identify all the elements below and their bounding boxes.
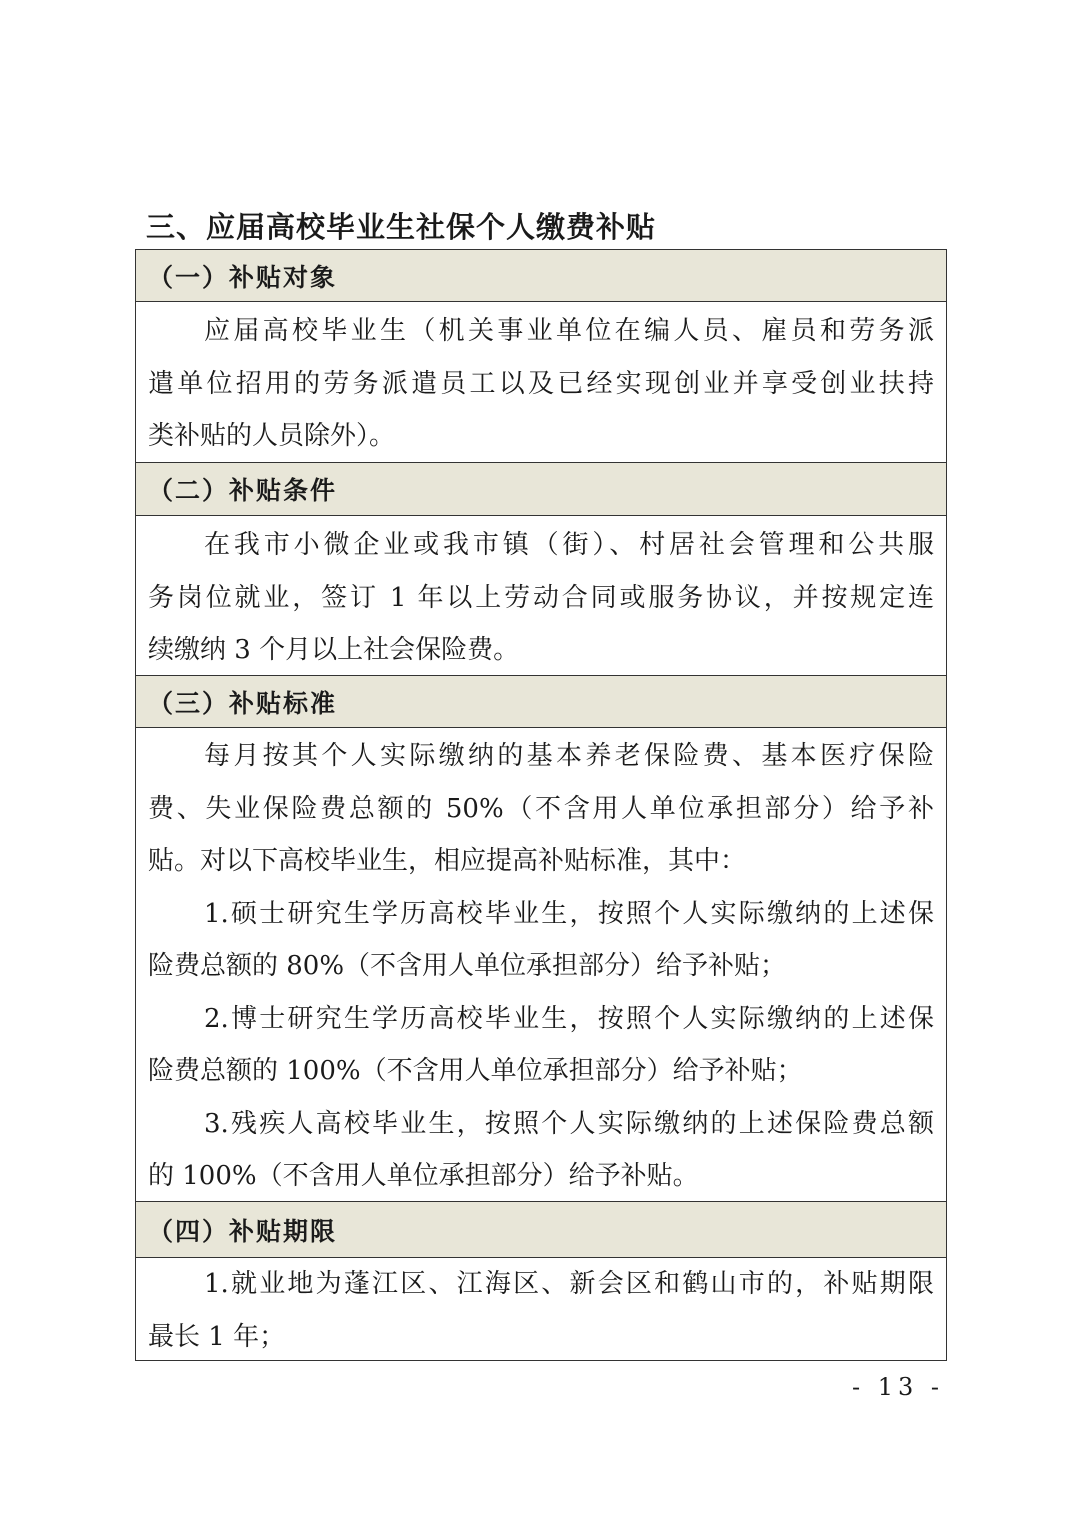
- text-line: 的 100%（不含用人单位承担部分）给予补贴。: [148, 1161, 699, 1191]
- block-body-subsidy-conditions: [136, 516, 946, 676]
- text-line: 应届高校毕业生（机关事业单位在编人员、雇员和劳务派: [204, 316, 934, 346]
- block-body-subsidy-period: [136, 1258, 946, 1360]
- text-line: 务岗位就业，签订 1 年以上劳动合同或服务协议，并按规定连: [148, 582, 934, 613]
- block-heading-subsidy-conditions: （二）补贴条件: [136, 463, 946, 516]
- text-line: 1.硕士研究生学历高校毕业生，按照个人实际缴纳的上述保: [204, 898, 934, 929]
- page-number: - 13 -: [852, 1373, 945, 1401]
- text-line: 2.博士研究生学历高校毕业生，按照个人实际缴纳的上述保: [204, 1003, 934, 1034]
- text-line: 险费总额的 80%（不含用人单位承担部分）给予补贴；: [148, 951, 787, 981]
- text-line: 1.就业地为蓬江区、江海区、新会区和鹤山市的，补贴期限: [204, 1269, 934, 1299]
- section-title: 三、应届高校毕业生社保个人缴费补贴: [146, 210, 657, 244]
- text-line: 在我市小微企业或我市镇（街）、村居社会管理和公共服: [204, 530, 934, 560]
- block-heading-subsidy-target: （一）补贴对象: [136, 250, 946, 302]
- text-line: 遣单位招用的劳务派遣员工以及已经实现创业并享受创业扶持: [148, 368, 934, 399]
- block-body-subsidy-target: [136, 302, 946, 463]
- text-line: 险费总额的 100%（不含用人单位承担部分）给予补贴；: [148, 1056, 803, 1086]
- text-line: 类补贴的人员除外）。: [148, 421, 396, 451]
- text-line: 续缴纳 3 个月以上社会保险费。: [148, 635, 520, 665]
- text-line: 费、失业保险费总额的 50%（不含用人单位承担部分）给予补: [148, 793, 934, 824]
- text-line: 3.残疾人高校毕业生，按照个人实际缴纳的上述保险费总额: [204, 1108, 934, 1139]
- block-heading-subsidy-period: （四）补贴期限: [136, 1202, 946, 1258]
- block-body-subsidy-standard: [136, 728, 946, 1202]
- text-line: 每月按其个人实际缴纳的基本养老保险费、基本医疗保险: [204, 741, 934, 771]
- block-heading-subsidy-standard: （三）补贴标准: [136, 676, 946, 728]
- text-line: 最长 1 年；: [148, 1321, 286, 1352]
- subsidy-table: [135, 249, 947, 1361]
- text-line: 贴。对以下高校毕业生，相应提高补贴标准，其中：: [148, 846, 747, 876]
